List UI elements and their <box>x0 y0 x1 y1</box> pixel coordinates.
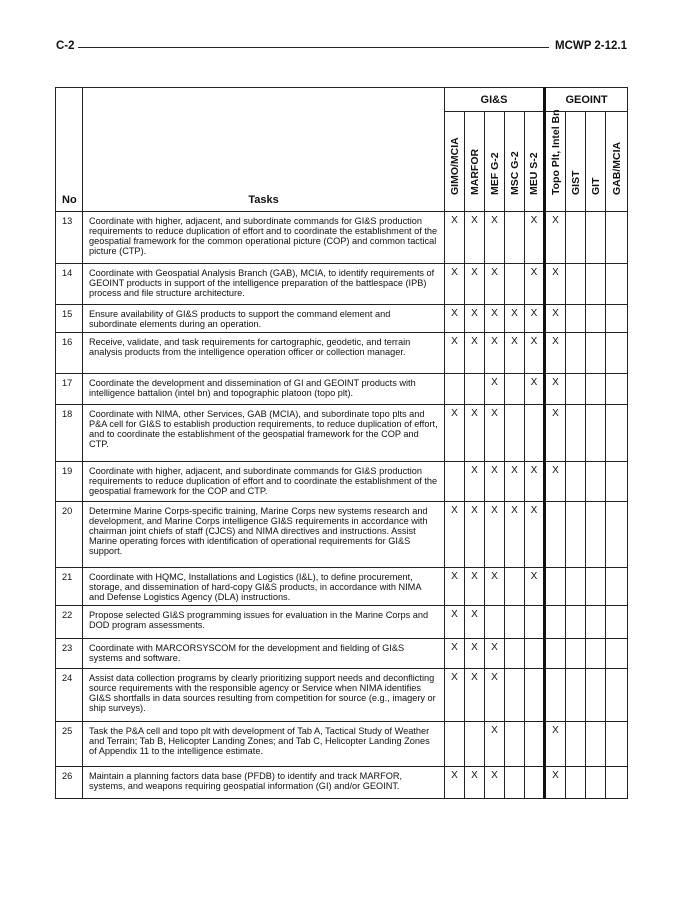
responsibility-mark: X <box>465 669 485 722</box>
responsibility-mark <box>505 212 525 264</box>
row-number: 21 <box>56 568 83 606</box>
row-number: 20 <box>56 502 83 568</box>
column-header-label: GIMO/MCIA <box>448 137 461 195</box>
responsibility-mark <box>586 305 606 333</box>
task-description: Coordinate with higher, adjacent, and subordinate commands for GI&S production requirements to reduce duplication of effort and to coordinate the establishment of the geospatial framework for the common operational picture (COP) and common tactical picture (CTP). <box>83 212 445 264</box>
task-description: Coordinate with higher, adjacent, and subordinate commands for GI&S production requirements to reduce duplication of effort and to coordinate the establishment of the geospatial framework for the COP and CTP. <box>83 462 445 502</box>
responsibility-mark <box>566 639 586 669</box>
responsibility-mark: X <box>445 568 465 606</box>
responsibility-mark <box>525 606 545 639</box>
responsibility-mark <box>606 502 628 568</box>
responsibility-mark <box>505 405 525 462</box>
responsibility-mark <box>525 405 545 462</box>
responsibility-mark: X <box>445 405 465 462</box>
column-header <box>485 112 505 212</box>
responsibility-mark <box>566 722 586 767</box>
table-row <box>56 767 628 799</box>
column-header <box>586 112 606 212</box>
responsibility-mark <box>606 462 628 502</box>
responsibility-mark <box>505 374 525 405</box>
task-description: Maintain a planning factors data base (PFDB) to identify and track MARFOR, systems, and weapons requiring geospatial information (GI) and/or GEOINT. <box>83 767 445 799</box>
row-number: 18 <box>56 405 83 462</box>
responsibility-mark <box>545 502 566 568</box>
responsibility-mark <box>586 264 606 305</box>
responsibility-mark: X <box>465 212 485 264</box>
responsibility-mark: X <box>485 669 505 722</box>
responsibility-mark: X <box>545 462 566 502</box>
table-row <box>56 305 628 333</box>
responsibility-mark <box>586 606 606 639</box>
responsibility-mark <box>505 722 525 767</box>
responsibility-mark: X <box>445 639 465 669</box>
responsibility-mark: X <box>545 333 566 374</box>
row-number: 22 <box>56 606 83 639</box>
table-row <box>56 333 628 374</box>
responsibility-mark <box>566 305 586 333</box>
responsibility-mark <box>606 722 628 767</box>
responsibility-mark <box>465 374 485 405</box>
responsibility-mark: X <box>445 333 465 374</box>
responsibility-mark: X <box>465 767 485 799</box>
task-description: Ensure availability of GI&S products to support the command element and subordinate elements during an operation. <box>83 305 445 333</box>
row-number: 26 <box>56 767 83 799</box>
task-description: Coordinate with MARCORSYSCOM for the development and fielding of GI&S systems and software. <box>83 639 445 669</box>
column-header-label: GAB/MCIA <box>610 141 623 195</box>
column-header-label: Topo Plt, Intel Bn <box>549 109 562 195</box>
responsibility-mark: X <box>525 462 545 502</box>
responsibility-mark <box>525 639 545 669</box>
responsibility-mark <box>606 374 628 405</box>
responsibility-mark: X <box>485 568 505 606</box>
geoint-group-header: GEOINT <box>545 88 628 112</box>
responsibility-mark: X <box>525 374 545 405</box>
responsibility-mark <box>606 767 628 799</box>
responsibility-mark: X <box>485 462 505 502</box>
responsibility-mark: X <box>485 212 505 264</box>
responsibility-mark <box>485 606 505 639</box>
responsibility-mark <box>586 767 606 799</box>
table-row <box>56 405 628 462</box>
responsibility-mark <box>505 669 525 722</box>
responsibility-mark <box>445 462 465 502</box>
page-header <box>56 40 627 56</box>
responsibility-mark: X <box>545 374 566 405</box>
table-row <box>56 374 628 405</box>
responsibility-mark <box>566 669 586 722</box>
responsibility-mark: X <box>445 264 465 305</box>
responsibility-mark: X <box>545 212 566 264</box>
responsibility-mark: X <box>505 305 525 333</box>
responsibility-mark: X <box>525 305 545 333</box>
responsibility-mark <box>566 568 586 606</box>
page-number: C-2 <box>56 40 75 52</box>
responsibility-mark <box>545 639 566 669</box>
tasks-column-header: Tasks <box>83 88 445 212</box>
responsibility-mark: X <box>505 502 525 568</box>
table-row <box>56 502 628 568</box>
column-header-label: MEF G-2 <box>488 152 501 195</box>
responsibility-mark: X <box>445 212 465 264</box>
responsibility-mark: X <box>485 502 505 568</box>
column-header-label: MSC G-2 <box>508 151 521 195</box>
responsibility-mark: X <box>545 722 566 767</box>
responsibility-mark: X <box>525 333 545 374</box>
row-number: 15 <box>56 305 83 333</box>
responsibility-mark: X <box>465 405 485 462</box>
row-number: 17 <box>56 374 83 405</box>
responsibility-mark: X <box>465 333 485 374</box>
responsibility-mark: X <box>485 639 505 669</box>
gis-group-header: GI&S <box>445 88 545 112</box>
responsibility-mark: X <box>485 305 505 333</box>
row-number: 14 <box>56 264 83 305</box>
responsibility-mark <box>606 333 628 374</box>
responsibility-mark: X <box>465 264 485 305</box>
row-number: 13 <box>56 212 83 264</box>
responsibility-mark <box>566 264 586 305</box>
responsibility-mark <box>586 333 606 374</box>
row-number: 24 <box>56 669 83 722</box>
responsibility-mark <box>505 606 525 639</box>
responsibility-mark <box>505 639 525 669</box>
responsibility-mark: X <box>465 305 485 333</box>
responsibility-mark: X <box>465 606 485 639</box>
responsibility-mark <box>566 502 586 568</box>
responsibility-mark <box>586 374 606 405</box>
responsibility-mark: X <box>445 305 465 333</box>
responsibility-mark <box>566 333 586 374</box>
responsibility-mark <box>586 639 606 669</box>
table-row <box>56 639 628 669</box>
responsibility-mark <box>586 568 606 606</box>
column-header-label: MEU S-2 <box>528 152 540 195</box>
responsibility-mark <box>545 669 566 722</box>
task-description: Assist data collection programs by clearly prioritizing support needs and deconflicting source requirements with the responsible agency or Service when NIMA identifies GI&S shortfalls in data sources resulting from competition for source (e.g., imagery or ship surveys). <box>83 669 445 722</box>
no-column-header: No <box>56 88 83 212</box>
responsibility-mark <box>566 462 586 502</box>
responsibility-mark <box>445 374 465 405</box>
responsibility-mark <box>606 669 628 722</box>
responsibility-mark: X <box>465 462 485 502</box>
table-row <box>56 606 628 639</box>
responsibility-mark <box>606 568 628 606</box>
responsibility-mark: X <box>465 502 485 568</box>
responsibility-mark <box>606 405 628 462</box>
row-number: 16 <box>56 333 83 374</box>
column-header <box>465 112 485 212</box>
responsibility-mark: X <box>445 669 465 722</box>
header-rule <box>78 47 549 48</box>
responsibility-mark: X <box>525 212 545 264</box>
responsibility-mark: X <box>445 502 465 568</box>
table-row <box>56 212 628 264</box>
responsibility-mark: X <box>525 568 545 606</box>
responsibility-mark: X <box>545 405 566 462</box>
responsibility-mark <box>586 462 606 502</box>
responsibility-mark <box>566 767 586 799</box>
table-row <box>56 669 628 722</box>
responsibility-mark <box>445 722 465 767</box>
responsibility-mark <box>566 405 586 462</box>
column-header-label: GIT <box>589 177 602 195</box>
column-header-label: MARFOR <box>468 148 481 195</box>
task-description: Propose selected GI&S programming issues for evaluation in the Marine Corps and DOD program assessments. <box>83 606 445 639</box>
responsibility-mark: X <box>525 264 545 305</box>
responsibility-mark <box>586 722 606 767</box>
responsibility-mark <box>586 669 606 722</box>
column-header-label: GIST <box>569 170 582 195</box>
responsibility-mark: X <box>545 264 566 305</box>
responsibility-mark <box>606 305 628 333</box>
row-number: 25 <box>56 722 83 767</box>
task-responsibility-table <box>55 87 628 799</box>
table-row <box>56 722 628 767</box>
column-header <box>525 112 545 212</box>
responsibility-mark: X <box>485 722 505 767</box>
responsibility-mark: X <box>465 639 485 669</box>
task-description: Determine Marine Corps-specific training, Marine Corps new systems research and development, and Marine Corps intelligence GI&S requirements in accordance with chairman joint chiefs of staff (CJCS) and NIMA directives and instructions. Assist Marine operating forces with identification of operational requirements for GI&S support. <box>83 502 445 568</box>
column-header <box>566 112 586 212</box>
task-description: Coordinate with NIMA, other Services, GAB (MCIA), and subordinate topo plts and P&A cell for GI&S to establish production requirements, to reduce duplication of effort, and to coordinate the establishment of the geospatial framework for the COP and CTP. <box>83 405 445 462</box>
responsibility-mark: X <box>505 333 525 374</box>
responsibility-mark <box>465 722 485 767</box>
responsibility-mark <box>505 264 525 305</box>
responsibility-mark <box>505 568 525 606</box>
responsibility-mark <box>586 405 606 462</box>
responsibility-mark: X <box>505 462 525 502</box>
responsibility-mark <box>606 212 628 264</box>
row-number: 23 <box>56 639 83 669</box>
responsibility-mark: X <box>545 305 566 333</box>
responsibility-mark: X <box>465 568 485 606</box>
responsibility-mark <box>566 606 586 639</box>
column-header <box>505 112 525 212</box>
row-number: 19 <box>56 462 83 502</box>
responsibility-mark <box>525 767 545 799</box>
task-description: Coordinate with Geospatial Analysis Branch (GAB), MCIA, to identify requirements of GEOINT products in support of the intelligence preparation of the battlespace (IPB) process and file structure architecture. <box>83 264 445 305</box>
responsibility-mark: X <box>485 405 505 462</box>
responsibility-mark <box>545 606 566 639</box>
publication-id: MCWP 2-12.1 <box>554 40 627 52</box>
table-row <box>56 462 628 502</box>
responsibility-mark <box>505 767 525 799</box>
responsibility-mark: X <box>485 333 505 374</box>
responsibility-mark <box>606 264 628 305</box>
task-description: Receive, validate, and task requirements for cartographic, geodetic, and terrain analysis products from the intelligence operation officer or collection manager. <box>83 333 445 374</box>
responsibility-mark: X <box>525 502 545 568</box>
column-header <box>445 112 465 212</box>
table-row <box>56 568 628 606</box>
responsibility-mark <box>525 669 545 722</box>
table-row <box>56 264 628 305</box>
responsibility-mark: X <box>485 374 505 405</box>
responsibility-mark: X <box>445 767 465 799</box>
responsibility-mark <box>545 568 566 606</box>
responsibility-mark <box>566 212 586 264</box>
responsibility-mark <box>525 722 545 767</box>
task-description: Coordinate with HQMC, Installations and Logistics (I&L), to define procurement, storage, and dissemination of hard-copy GI&S products, in accordance with NIMA and Defense Logistics Agency (DLA) instructions. <box>83 568 445 606</box>
responsibility-mark: X <box>485 767 505 799</box>
responsibility-mark: X <box>545 767 566 799</box>
task-description: Coordinate the development and dissemination of GI and GEOINT products with intelligence battalion (intel bn) and topographic platoon (topo plt). <box>83 374 445 405</box>
column-header <box>606 112 628 212</box>
column-header <box>545 109 566 212</box>
responsibility-mark: X <box>445 606 465 639</box>
responsibility-mark: X <box>485 264 505 305</box>
responsibility-mark <box>566 374 586 405</box>
responsibility-mark <box>586 502 606 568</box>
responsibility-mark <box>606 606 628 639</box>
responsibility-mark <box>606 639 628 669</box>
task-description: Task the P&A cell and topo plt with development of Tab A, Tactical Study of Weather and Terrain; Tab B, Helicopter Landing Zones; and Tab C, Helicopter Landing Zones of Appendix 11 to the intelligence estimate. <box>83 722 445 767</box>
responsibility-mark <box>586 212 606 264</box>
